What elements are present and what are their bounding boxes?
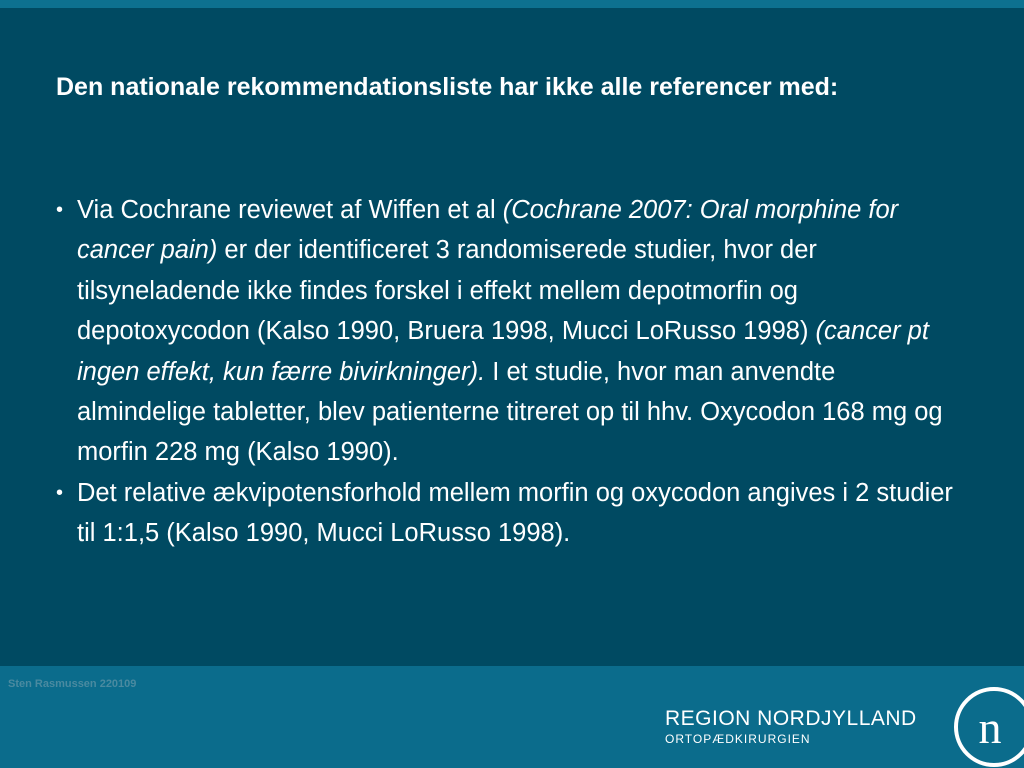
brand-subtitle: ORTOPÆDKIRURGIEN [665,732,811,746]
bullet-text: Det relative ækvipotensforhold mellem morfin og oxycodon angives i 2 studier til 1:1,5 (Kalso 1990, Mucci LoRusso 1998). [77,478,953,548]
bullet-note: (cancer pt ingen effekt, kun færre bivirkninger). [77,317,929,386]
brand-name: REGION NORDJYLLAND [665,707,917,730]
bullet-text: I et studie, hvor man anvendte almindelige tabletter, blev patienterne titreret op til hhv. Oxycodon 168 mg og morfin 228 mg (Kalso 1990). [77,357,943,467]
top-accent-bar [0,0,1024,8]
bullet-text: Via Cochrane reviewet af Wiffen et al [77,196,503,224]
slide-title: Den nationale rekommendationsliste har ikke alle referencer med: [56,73,839,101]
bullet-text: er der identificeret 3 randomiserede studier, hvor der tilsyneladende ikke findes forskel i effekt mellem depotmorfin og depotoxycodon (Kalso 1990, Bruera 1998, Mucci LoRusso 1998) [77,236,817,346]
bullet-item [56,473,966,554]
bullet-item [56,190,966,473]
footer-note: Sten Rasmussen 220109 [8,678,137,690]
bullet-list [56,190,966,554]
brand-block [665,707,917,747]
logo-letter: n [978,702,1002,753]
bullet-symbol: • [56,199,64,221]
bullet-symbol: • [56,481,64,504]
region-nordjylland-logo-icon [950,683,1024,768]
bullet-citation: (Cochrane 2007: Oral morphine for cancer pain) [77,196,899,265]
